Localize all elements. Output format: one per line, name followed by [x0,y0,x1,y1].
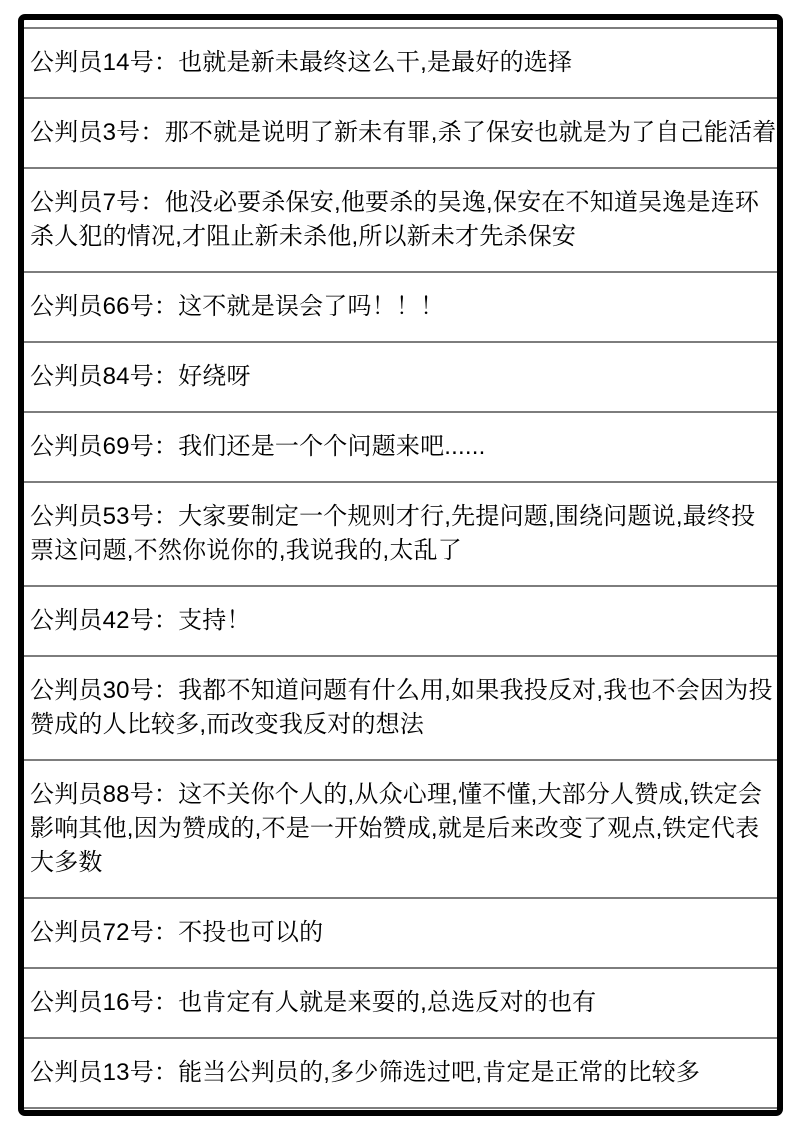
juror-label: 公判员72号 [30,919,154,946]
juror-label: 公判员14号 [30,49,154,76]
colon-separator: ： [153,781,179,808]
juror-label: 公判员3号 [30,119,141,146]
juror-message-row [24,481,777,585]
colon-separator: ： [153,919,179,946]
juror-label: 公判员53号 [30,503,154,530]
juror-message-row [24,27,777,97]
colon-separator: ： [153,503,179,530]
partial-row-top [24,20,777,27]
juror-label: 公判员84号 [30,363,154,390]
colon-separator: ： [140,189,165,216]
message-text: 能当公判员的,多少筛选过吧,肯定是正常的比较多 [178,1059,701,1086]
message-text: 大家要制定一个规则才行,先提问题,围绕问题说,最终投票这问题,不然你说你的,我说我的,太乱了 [30,503,756,564]
juror-message-row [24,897,777,967]
juror-label: 公判员42号 [30,607,154,634]
juror-label: 公判员16号 [30,989,154,1016]
juror-message-row [24,655,777,759]
colon-separator: ： [153,1059,179,1086]
message-text: 他没必要杀保安,他要杀的吴逸,保安在不知道吴逸是连环杀人犯的情况,才阻止新未杀他,所以新未才先杀保安 [30,189,760,250]
message-text: 不投也可以的 [178,919,324,946]
juror-dialogue-table [18,14,783,1116]
juror-label: 公判员30号 [30,677,154,704]
juror-message-row [24,967,777,1037]
colon-separator: ： [153,293,179,320]
juror-message-row [24,585,777,655]
colon-separator: ： [153,607,179,634]
colon-separator: ： [153,989,179,1016]
colon-separator: ： [153,677,179,704]
message-text: 支持！ [178,607,251,634]
colon-separator: ： [153,363,179,390]
message-text: 也肯定有人就是来耍的,总选反对的也有 [178,989,597,1016]
message-text: 这不关你个人的,从众心理,懂不懂,大部分人赞成,铁定会影响其他,因为赞成的,不是一开始赞成,就是后来改变了观点,铁定代表大多数 [30,781,763,876]
juror-label: 公判员66号 [30,293,154,320]
colon-separator: ： [153,49,179,76]
juror-message-row [24,759,777,897]
message-text: 好绕呀 [178,363,251,390]
juror-message-row [24,1037,777,1107]
message-text: 我们还是一个个问题来吧...... [178,433,486,460]
message-text: 这不就是误会了吗！！！ [178,293,445,320]
colon-separator: ： [153,433,179,460]
juror-message-row [24,411,777,481]
juror-message-row [24,97,777,167]
juror-message-row [24,167,777,271]
juror-message-row [24,271,777,341]
juror-label: 公判员88号 [30,781,154,808]
message-text: 我都不知道问题有什么用,如果我投反对,我也不会因为投赞成的人比较多,而改变我反对的想法 [30,677,773,738]
colon-separator: ： [140,119,165,146]
juror-label: 公判员69号 [30,433,154,460]
message-text: 也就是新未最终这么干,是最好的选择 [178,49,573,76]
juror-message-row [24,341,777,411]
juror-label: 公判员7号 [30,189,141,216]
juror-label: 公判员13号 [30,1059,154,1086]
partial-row-bottom [24,1107,777,1116]
message-text: 那不就是说明了新未有罪,杀了保安也就是为了自己能活着 [164,119,777,146]
